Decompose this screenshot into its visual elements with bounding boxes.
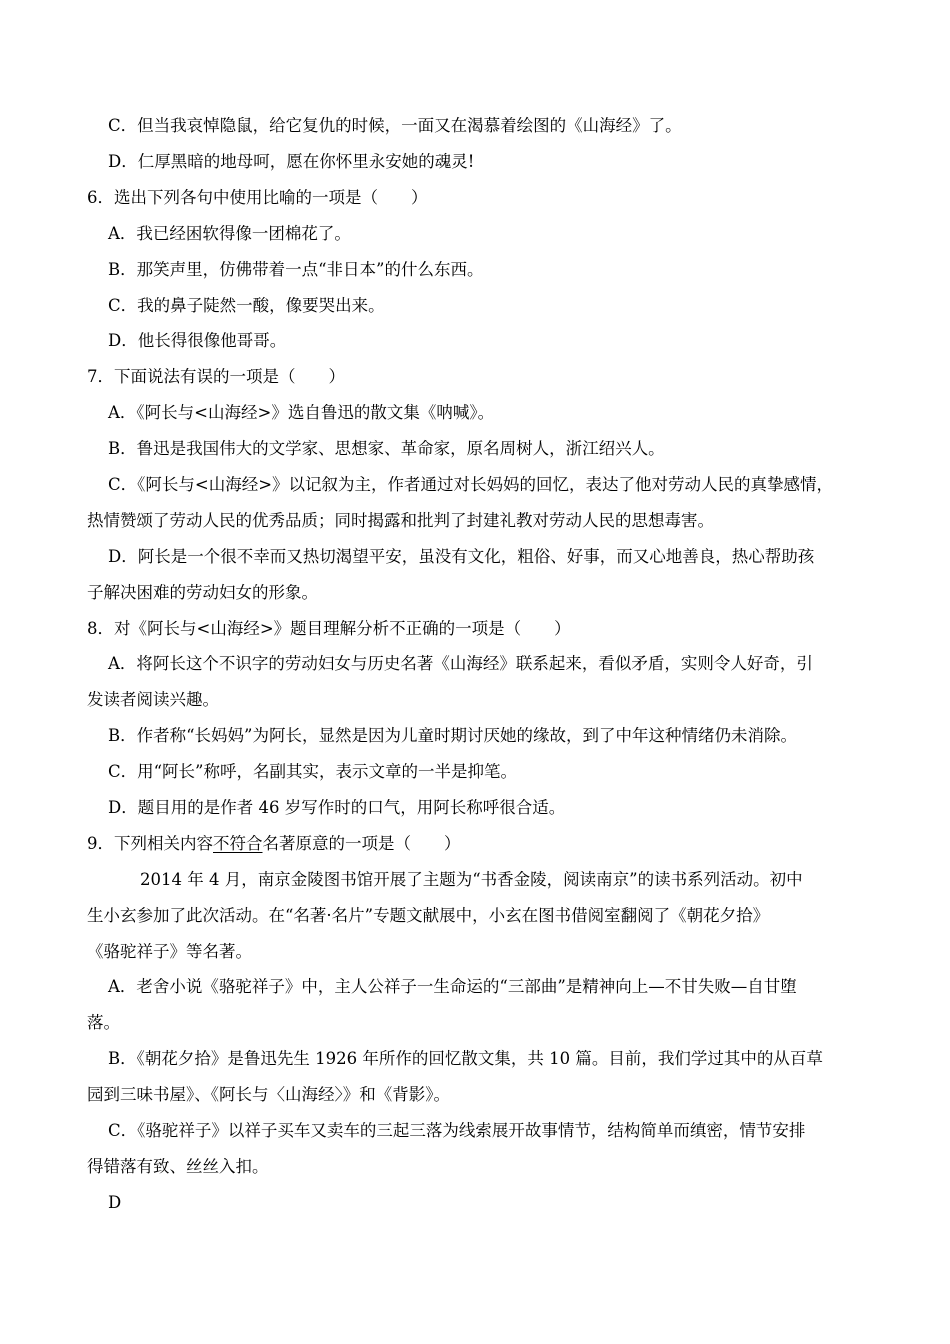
q9-stem xyxy=(87,834,461,854)
q7-option-d-line2: 子解决困难的劳动妇女的形象。 xyxy=(87,583,318,602)
q7-option-d-line1: D．阿长是一个很不幸而又热切渴望平安，虽没有文化，粗俗、好事，而又心地善良，热心帮助孩 xyxy=(108,547,815,566)
q9-option-b-line1: B．《朝花夕拾》是鲁迅先生 1926 年所作的回忆散文集，共 10 篇。目前，我们学过其中的从百草 xyxy=(108,1049,823,1068)
q9-passage-line1: 2014 年 4 月，南京金陵图书馆开展了主题为“书香金陵，阅读南京”的读书系列活动。初中 xyxy=(140,870,803,889)
q6-stem: 6．选出下列各句中使用比喻的一项是（ ） xyxy=(87,188,428,207)
q7-option-b: B．鲁迅是我国伟大的文学家、思想家、革命家，原名周树人，浙江绍兴人。 xyxy=(108,439,665,458)
q8-option-d: D．题目用的是作者 46 岁写作时的口气，用阿长称呼很合适。 xyxy=(108,798,566,817)
q8-stem: 8．对《阿长与<山海经>》题目理解分析不正确的一项是（ ） xyxy=(87,619,571,638)
q6-option-b: B．那笑声里，仿佛带着一点“非日本”的什么东西。 xyxy=(108,260,484,279)
q6-option-a: A．我已经困软得像一团棉花了。 xyxy=(108,224,351,243)
q8-option-a-line2: 发读者阅读兴趣。 xyxy=(87,690,219,709)
q5-option-d: D．仁厚黑暗的地母呵，愿在你怀里永安她的魂灵! xyxy=(108,152,475,171)
q7-stem: 7．下面说法有误的一项是（ ） xyxy=(87,367,345,386)
q9-option-b-line2: 园到三味书屋》、《阿长与〈山海经〉》和《背影》。 xyxy=(87,1085,450,1104)
q9-option-c-line2: 得错落有致、丝丝入扣。 xyxy=(87,1157,269,1176)
q5-option-c: C．但当我哀悼隐鼠，给它复仇的时候，一面又在渴慕着绘图的《山海经》了。 xyxy=(108,116,682,135)
q6-option-d: D．他长得很像他哥哥。 xyxy=(108,331,287,350)
q9-option-a-line1: A．老舍小说《骆驼祥子》中，主人公祥子一生命运的“三部曲”是精神向上—不甘失败—自甘堕 xyxy=(108,977,797,996)
q8-option-b: B．作者称“长妈妈”为阿长，显然是因为儿童时期讨厌她的缘故，到了中年这种情绪仍未消除。 xyxy=(108,726,797,745)
q9-option-d: D xyxy=(108,1193,122,1212)
q9-passage-line3: 《骆驼祥子》等名著。 xyxy=(87,942,252,961)
q9-stem-suffix: 名著原意的一项是（ ） xyxy=(262,834,461,853)
q8-option-c: C．用“阿长”称呼，名副其实，表示文章的一半是抑笔。 xyxy=(108,762,517,781)
q9-stem-underlined: 不符合 xyxy=(213,834,263,853)
q9-stem-prefix: 9．下列相关内容 xyxy=(87,834,213,853)
q9-passage-line2: 生小玄参加了此次活动。在“名著·名片”专题文献展中，小玄在图书借阅室翻阅了《朝花夕拾》 xyxy=(87,906,770,925)
q9-option-c-line1: C．《骆驼祥子》以祥子买车又卖车的三起三落为线索展开故事情节，结构简单而缜密，情节安排 xyxy=(108,1121,806,1140)
q6-option-c: C．我的鼻子陡然一酸，像要哭出来。 xyxy=(108,296,385,315)
q7-option-a: A．《阿长与<山海经>》选自鲁迅的散文集《呐喊》。 xyxy=(108,403,495,422)
q9-option-a-line2: 落。 xyxy=(87,1013,120,1032)
q7-option-c-line2: 热情赞颂了劳动人民的优秀品质；同时揭露和批判了封建礼教对劳动人民的思想毒害。 xyxy=(87,511,714,530)
q8-option-a-line1: A．将阿长这个不识字的劳动妇女与历史名著《山海经》联系起来，看似矛盾，实则令人好奇，引 xyxy=(108,654,813,673)
q7-option-c-line1: C．《阿长与<山海经>》以记叙为主，作者通过对长妈妈的回忆，表达了他对劳动人民的真挚感情， xyxy=(108,475,834,494)
